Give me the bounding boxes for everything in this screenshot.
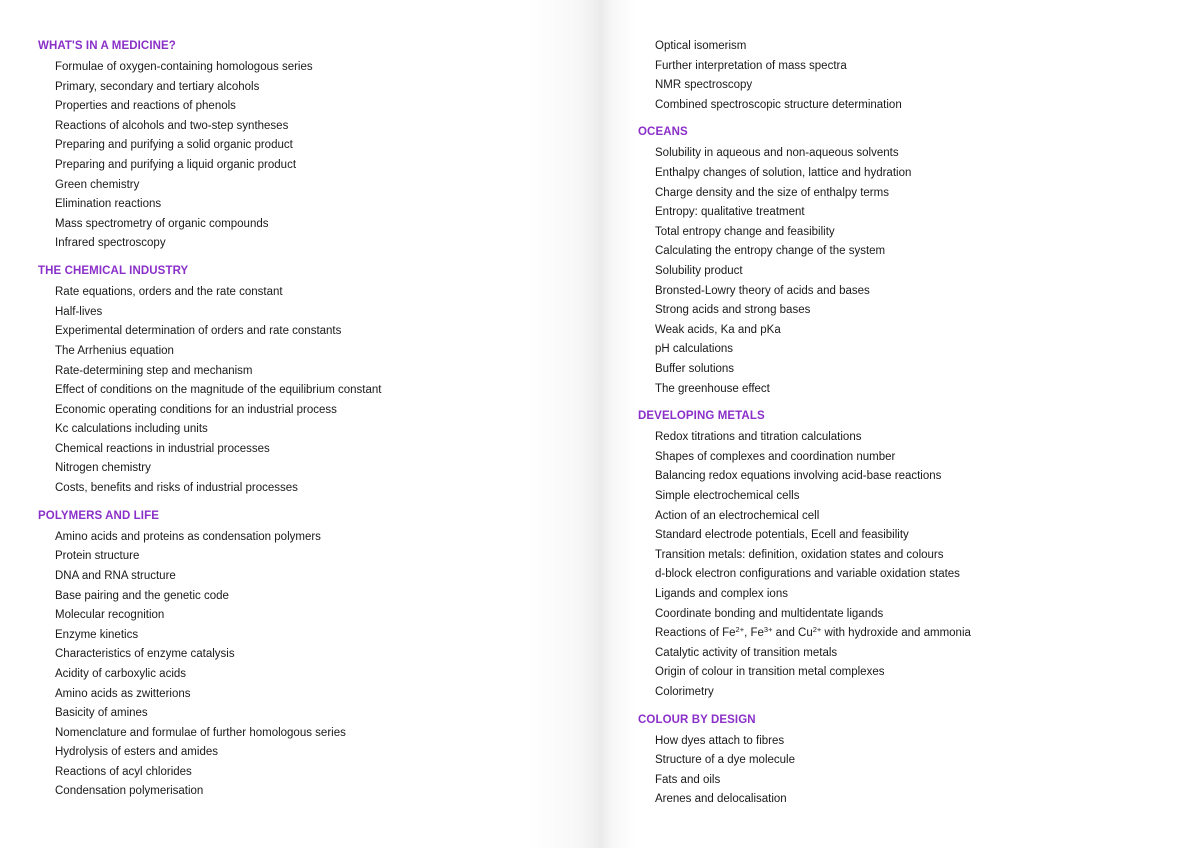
topic-item: Costs, benefits and risks of industrial processes — [55, 482, 298, 495]
topic-item: Entropy: qualitative treatment — [655, 206, 805, 219]
topic-item: Arenes and delocalisation — [655, 793, 787, 806]
topic-item: Infrared spectroscopy — [55, 237, 166, 250]
topic-item: Catalytic activity of transition metals — [655, 646, 838, 659]
topic-item: Further interpretation of mass spectra — [655, 59, 847, 72]
item-text: , Fe — [744, 627, 764, 640]
topic-item: Preparing and purifying a solid organic product — [55, 139, 293, 152]
topic-item: Rate-determining step and mechanism — [55, 364, 253, 377]
topic-item: Solubility product — [655, 265, 743, 278]
topic-item: pH calculations — [655, 343, 733, 356]
topic-item: Elimination reactions — [55, 198, 162, 211]
topic-item: Optical isomerism — [655, 40, 747, 52]
topic-item: Nomenclature and formulae of further homologous series — [55, 726, 346, 739]
right-page — [600, 0, 1200, 848]
topic-item: Formulae of oxygen-containing homologous series — [55, 61, 313, 74]
charge-superscript: 2+ — [735, 625, 745, 635]
topic-item: Total entropy change and feasibility — [655, 225, 835, 238]
section-title: WHAT'S IN A MEDICINE? — [38, 40, 176, 52]
topic-item: Half-lives — [55, 305, 103, 318]
left-column — [38, 37, 381, 802]
topic-item: d-block electron configurations and variable oxidation states — [655, 568, 960, 581]
topic-item: Standard electrode potentials, Ecell and feasibility — [655, 529, 909, 542]
topic-item: Basicity of amines — [55, 707, 148, 720]
topic-item: The Arrhenius equation — [55, 344, 174, 357]
topic-item: Economic operating conditions for an industrial process — [55, 403, 337, 416]
topic-list — [38, 528, 381, 802]
topic-item-ion-reactions — [655, 624, 971, 644]
topic-item: Reactions of alcohols and two-step syntheses — [55, 119, 289, 132]
topic-item: Enthalpy changes of solution, lattice and hydration — [655, 167, 912, 180]
topic-item: Buffer solutions — [655, 363, 735, 375]
section-title: COLOUR BY DESIGN — [638, 713, 756, 726]
section-title: POLYMERS AND LIFE — [38, 509, 159, 522]
topic-list — [38, 283, 381, 499]
topic-item: Balancing redox equations involving acid-base reactions — [655, 470, 942, 483]
topic-item: Simple electrochemical cells — [655, 490, 800, 503]
topic-item: Protein structure — [55, 550, 140, 563]
topic-list — [638, 428, 971, 702]
topic-item: Structure of a dye molecule — [655, 754, 795, 767]
topic-item: Combined spectroscopic structure determination — [655, 98, 902, 111]
topic-item: Acidity of carboxylic acids — [55, 667, 187, 680]
topic-item: Amino acids and proteins as condensation polymers — [55, 530, 321, 543]
topic-item: Reactions of acyl chlorides — [55, 765, 192, 778]
section-title: THE CHEMICAL INDUSTRY — [38, 265, 189, 278]
topic-item: Characteristics of enzyme catalysis — [55, 648, 235, 661]
topic-item: Weak acids, Ka and pKa — [655, 323, 781, 336]
continued-topic-list — [638, 37, 971, 115]
topic-item: Nitrogen chemistry — [55, 462, 151, 475]
section-title: OCEANS — [638, 126, 688, 139]
topic-item: Bronsted-Lowry theory of acids and bases — [655, 284, 870, 297]
topic-item: Hydrolysis of esters and amides — [55, 746, 218, 759]
right-column — [638, 37, 971, 810]
topic-item: Strong acids and strong bases — [655, 304, 811, 317]
topic-item: Base pairing and the genetic code — [55, 589, 229, 602]
topic-item: NMR spectroscopy — [655, 79, 753, 92]
topic-item: Mass spectrometry of organic compounds — [55, 217, 269, 230]
topic-item: Condensation polymerisation — [55, 785, 204, 798]
topic-item: Ligands and complex ions — [655, 588, 788, 601]
topic-item: Rate equations, orders and the rate constant — [55, 286, 283, 299]
item-text: with hydroxide and ammonia — [821, 627, 971, 640]
topic-item: Redox titrations and titration calculations — [655, 431, 862, 444]
topic-item: How dyes attach to fibres — [655, 734, 785, 747]
topic-item: Coordinate bonding and multidentate ligands — [655, 607, 884, 620]
topic-item: Experimental determination of orders and rate constants — [55, 325, 342, 338]
topic-item: Amino acids as zwitterions — [55, 687, 191, 700]
charge-superscript: 3+ — [763, 625, 773, 635]
topic-item: Colorimetry — [655, 686, 714, 698]
topic-item: Chemical reactions in industrial processes — [55, 442, 270, 455]
topic-item: Kc calculations including units — [55, 423, 208, 436]
topic-item: Enzyme kinetics — [55, 628, 139, 641]
topic-item: Origin of colour in transition metal complexes — [655, 666, 885, 679]
topic-item: The greenhouse effect — [655, 382, 770, 395]
topic-item: Solubility in aqueous and non-aqueous solvents — [655, 147, 899, 160]
topic-list — [638, 732, 971, 810]
item-text: Reactions of Fe — [655, 627, 736, 640]
charge-superscript: 2+ — [812, 625, 822, 635]
topic-item: Calculating the entropy change of the system — [655, 245, 886, 258]
topic-item: Transition metals: definition, oxidation states and colours — [655, 548, 944, 561]
topic-item: Charge density and the size of enthalpy terms — [655, 186, 889, 199]
section-title: DEVELOPING METALS — [638, 410, 765, 423]
topic-item: Effect of conditions on the magnitude of the equilibrium constant — [55, 384, 382, 397]
topic-item: Fats and oils — [655, 773, 721, 786]
topic-list — [638, 144, 971, 399]
topic-item: Shapes of complexes and coordination number — [655, 450, 896, 463]
topic-item: Action of an electrochemical cell — [655, 509, 820, 522]
topic-list — [38, 58, 381, 254]
topic-item: Molecular recognition — [55, 609, 165, 622]
topic-item: Properties and reactions of phenols — [55, 100, 236, 113]
topic-item: Primary, secondary and tertiary alcohols — [55, 80, 260, 93]
topic-item: Preparing and purifying a liquid organic product — [55, 159, 297, 172]
item-text: and Cu — [772, 627, 813, 640]
topic-item: DNA and RNA structure — [55, 569, 176, 582]
topic-item: Green chemistry — [55, 178, 140, 191]
